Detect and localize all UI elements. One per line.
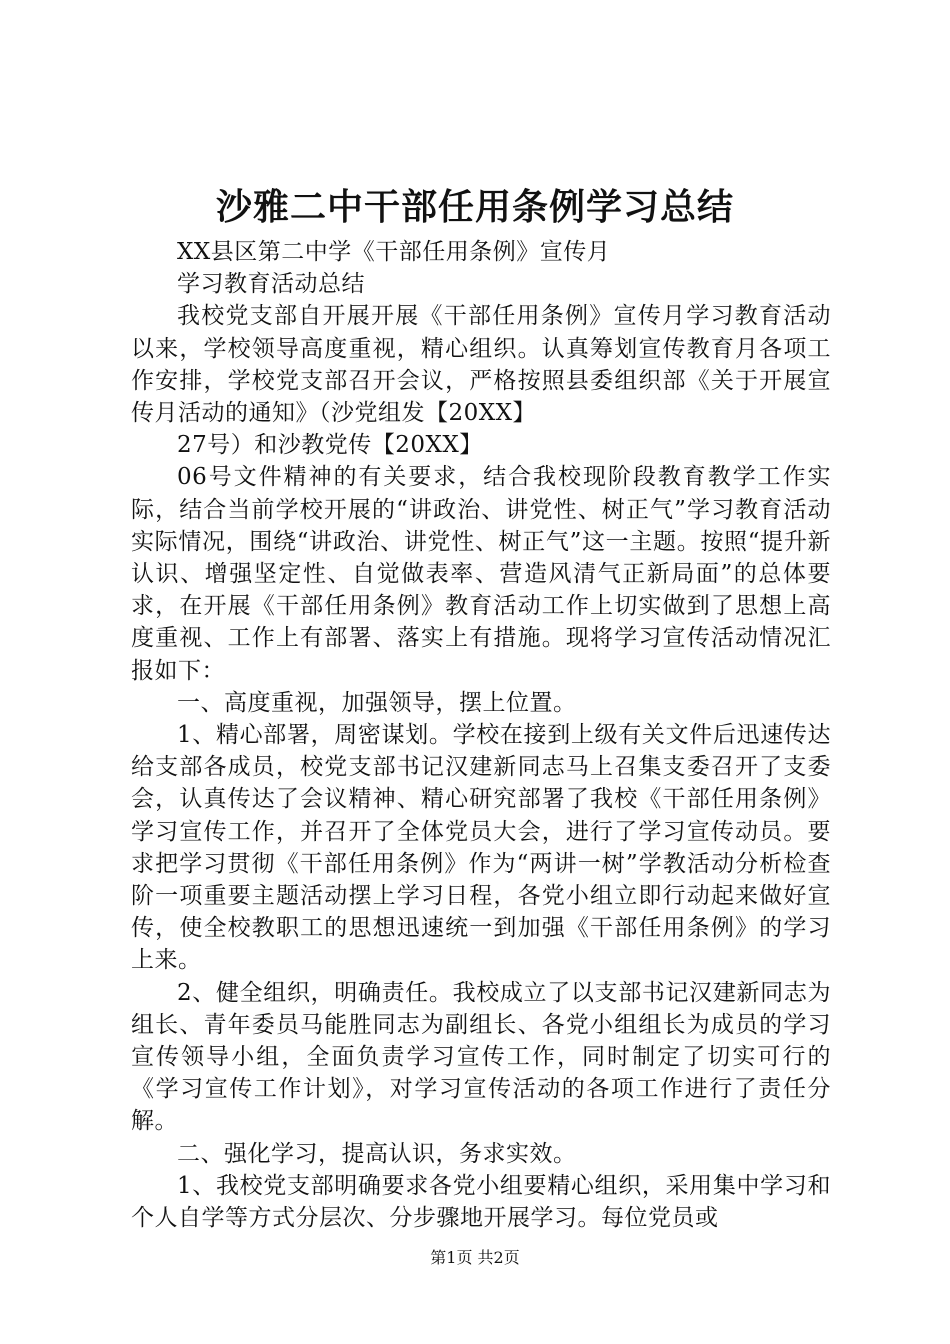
- section-heading-2: 二、强化学习，提高认识，务求实效。: [177, 1140, 577, 1167]
- intro-paragraph: 我校党支部自开展开展《干部任用条例》宣传月学习教育活动以来，学校领导高度重视，精心组织。认真筹划宣传教育月各项工作安排，学校党支部召开会议，严格按照县委组织部《关于开展宣传月活动的通知》（沙党组发【20XX】: [131, 303, 831, 427]
- section-1-item-1: 1、精心部署，周密谋划。学校在接到上级有关文件后迅速传达给支部各成员，校党支部书记汉建新同志马上召集支委召开了支委会，认真传达了会议精神、精心研究部署了我校《干部任用条例》学习宣传工作，并召开了全体党员大会，进行了学习宣传动员。要求把学习贯彻《干部任用条例》作为“两讲一树”学教活动分析检查阶一项重要主题活动摆上学习日程，各党小组立即行动起来做好宣传，使全校教职工的思想迅速统一到加强《干部任用条例》的学习上来。: [131, 722, 831, 974]
- document-body: [131, 236, 831, 1234]
- document-title: 沙雅二中干部任用条例学习总结: [215, 186, 734, 228]
- subtitle-line-2: 学习教育活动总结: [177, 271, 365, 298]
- section-1-item-2: 2、健全组织，明确责任。我校成立了以支部书记汉建新同志为组长、青年委员马能胜同志为副组长、各党小组组长为成员的学习宣传领导小组，全面负责学习宣传工作，同时制定了切实可行的《学习宣传工作计划》，对学习宣传活动的各项工作进行了责任分解。: [131, 979, 831, 1135]
- document-reference-line: 27号）和沙教党传【20XX】: [177, 432, 483, 459]
- section-heading-1: 一、高度重视，加强领导，摆上位置。: [177, 689, 577, 716]
- subtitle-line-1: XX县区第二中学《干部任用条例》宣传月: [177, 239, 611, 265]
- page-number-footer: 第1页 共2页: [430, 1248, 520, 1267]
- section-2-item-1: 1、我校党支部明确要求各党小组要精心组织，采用集中学习和个人自学等方式分层次、分步骤地开展学习。每位党员或: [131, 1172, 831, 1232]
- requirements-paragraph: 06号文件精神的有关要求，结合我校现阶段教育教学工作实际，结合当前学校开展的“讲政治、讲党性、树正气”学习教育活动实际情况，围绕“讲政治、讲党性、树正气”这一主题。按照“提升新认识、增强坚定性、自觉做表率、营造风清气正新局面”的总体要求，在开展《干部任用条例》教育活动工作上切实做到了思想上高度重视、工作上有部署、落实上有措施。现将学习宣传活动情况汇报如下：: [131, 464, 831, 684]
